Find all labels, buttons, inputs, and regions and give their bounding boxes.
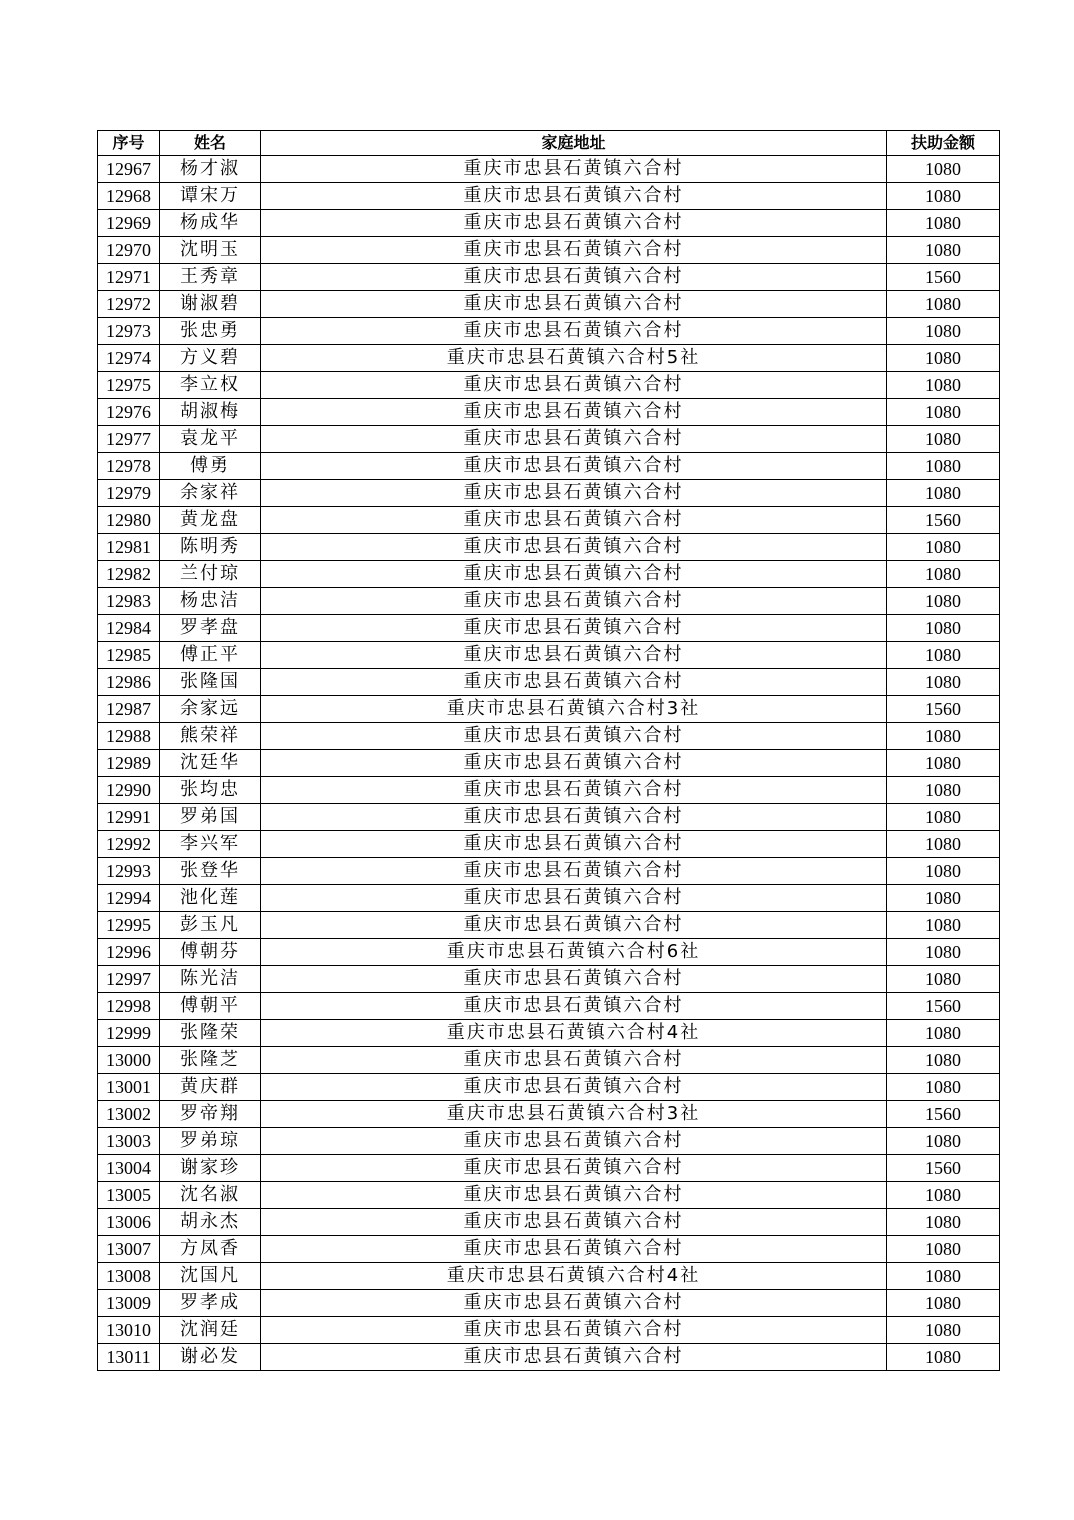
cell-name: 彭玉凡 — [160, 912, 261, 939]
cell-amount: 1080 — [887, 1290, 1000, 1317]
cell-address: 重庆市忠县石黄镇六合村 — [261, 453, 887, 480]
cell-amount: 1080 — [887, 183, 1000, 210]
cell-address: 重庆市忠县石黄镇六合村 — [261, 399, 887, 426]
cell-amount: 1080 — [887, 858, 1000, 885]
table-row — [98, 831, 1000, 858]
cell-name: 黄庆群 — [160, 1074, 261, 1101]
cell-amount: 1080 — [887, 291, 1000, 318]
table-body — [98, 156, 1000, 1371]
cell-name: 张均忠 — [160, 777, 261, 804]
table-row — [98, 480, 1000, 507]
cell-address: 重庆市忠县石黄镇六合村 — [261, 993, 887, 1020]
cell-name: 兰付琼 — [160, 561, 261, 588]
cell-seq: 13000 — [98, 1047, 160, 1074]
table-row — [98, 1074, 1000, 1101]
cell-name: 罗孝成 — [160, 1290, 261, 1317]
cell-name: 胡永杰 — [160, 1209, 261, 1236]
cell-seq: 13004 — [98, 1155, 160, 1182]
table-row — [98, 507, 1000, 534]
cell-seq: 12972 — [98, 291, 160, 318]
cell-seq: 12988 — [98, 723, 160, 750]
cell-name: 袁龙平 — [160, 426, 261, 453]
cell-name: 张登华 — [160, 858, 261, 885]
cell-address: 重庆市忠县石黄镇六合村 — [261, 1290, 887, 1317]
cell-seq: 13008 — [98, 1263, 160, 1290]
cell-address: 重庆市忠县石黄镇六合村 — [261, 507, 887, 534]
cell-name: 张隆芝 — [160, 1047, 261, 1074]
cell-seq: 12974 — [98, 345, 160, 372]
cell-seq: 12997 — [98, 966, 160, 993]
cell-seq: 12983 — [98, 588, 160, 615]
cell-seq: 12980 — [98, 507, 160, 534]
cell-address: 重庆市忠县石黄镇六合村 — [261, 804, 887, 831]
cell-seq: 12979 — [98, 480, 160, 507]
cell-name: 沈廷华 — [160, 750, 261, 777]
cell-amount: 1080 — [887, 912, 1000, 939]
table-row — [98, 885, 1000, 912]
table-row — [98, 399, 1000, 426]
table-row — [98, 669, 1000, 696]
cell-address: 重庆市忠县石黄镇六合村 — [261, 777, 887, 804]
cell-address: 重庆市忠县石黄镇六合村3社 — [261, 696, 887, 723]
cell-amount: 1080 — [887, 453, 1000, 480]
cell-seq: 12985 — [98, 642, 160, 669]
table-row — [98, 723, 1000, 750]
cell-seq: 13009 — [98, 1290, 160, 1317]
cell-name: 胡淑梅 — [160, 399, 261, 426]
table-row — [98, 1047, 1000, 1074]
cell-name: 罗孝盘 — [160, 615, 261, 642]
cell-amount: 1080 — [887, 210, 1000, 237]
header-seq: 序号 — [98, 131, 160, 156]
cell-seq: 12967 — [98, 156, 160, 183]
cell-name: 李兴军 — [160, 831, 261, 858]
table-row — [98, 939, 1000, 966]
cell-name: 杨忠洁 — [160, 588, 261, 615]
cell-address: 重庆市忠县石黄镇六合村 — [261, 588, 887, 615]
cell-amount: 1080 — [887, 1317, 1000, 1344]
table-row — [98, 588, 1000, 615]
cell-amount: 1560 — [887, 1101, 1000, 1128]
cell-amount: 1080 — [887, 1236, 1000, 1263]
table-row — [98, 1182, 1000, 1209]
cell-seq: 13001 — [98, 1074, 160, 1101]
cell-amount: 1080 — [887, 723, 1000, 750]
cell-seq: 12984 — [98, 615, 160, 642]
cell-name: 谢家珍 — [160, 1155, 261, 1182]
cell-amount: 1080 — [887, 885, 1000, 912]
cell-amount: 1080 — [887, 750, 1000, 777]
cell-address: 重庆市忠县石黄镇六合村 — [261, 1155, 887, 1182]
cell-name: 杨才淑 — [160, 156, 261, 183]
cell-name: 熊荣祥 — [160, 723, 261, 750]
table-row — [98, 318, 1000, 345]
cell-seq: 12991 — [98, 804, 160, 831]
cell-name: 张隆国 — [160, 669, 261, 696]
cell-address: 重庆市忠县石黄镇六合村 — [261, 1047, 887, 1074]
cell-address: 重庆市忠县石黄镇六合村 — [261, 183, 887, 210]
cell-seq: 12973 — [98, 318, 160, 345]
cell-seq: 12968 — [98, 183, 160, 210]
cell-name: 方义碧 — [160, 345, 261, 372]
table-row — [98, 1263, 1000, 1290]
cell-name: 陈光洁 — [160, 966, 261, 993]
cell-seq: 13003 — [98, 1128, 160, 1155]
table-row — [98, 561, 1000, 588]
cell-amount: 1080 — [887, 534, 1000, 561]
cell-seq: 12981 — [98, 534, 160, 561]
table-row — [98, 993, 1000, 1020]
cell-seq: 12978 — [98, 453, 160, 480]
cell-address: 重庆市忠县石黄镇六合村 — [261, 1209, 887, 1236]
cell-amount: 1080 — [887, 939, 1000, 966]
cell-address: 重庆市忠县石黄镇六合村 — [261, 642, 887, 669]
cell-amount: 1080 — [887, 642, 1000, 669]
cell-seq: 12977 — [98, 426, 160, 453]
table-row — [98, 912, 1000, 939]
cell-address: 重庆市忠县石黄镇六合村 — [261, 858, 887, 885]
cell-amount: 1080 — [887, 1263, 1000, 1290]
cell-name: 池化莲 — [160, 885, 261, 912]
table-row — [98, 750, 1000, 777]
cell-address: 重庆市忠县石黄镇六合村 — [261, 426, 887, 453]
cell-address: 重庆市忠县石黄镇六合村 — [261, 291, 887, 318]
cell-amount: 1080 — [887, 669, 1000, 696]
cell-address: 重庆市忠县石黄镇六合村 — [261, 750, 887, 777]
cell-name: 谭宋万 — [160, 183, 261, 210]
table-row — [98, 291, 1000, 318]
cell-name: 沈国凡 — [160, 1263, 261, 1290]
table-row — [98, 642, 1000, 669]
cell-amount: 1080 — [887, 966, 1000, 993]
cell-seq: 12989 — [98, 750, 160, 777]
cell-address: 重庆市忠县石黄镇六合村 — [261, 534, 887, 561]
cell-address: 重庆市忠县石黄镇六合村5社 — [261, 345, 887, 372]
cell-amount: 1080 — [887, 831, 1000, 858]
table-row — [98, 372, 1000, 399]
cell-address: 重庆市忠县石黄镇六合村 — [261, 561, 887, 588]
cell-amount: 1560 — [887, 264, 1000, 291]
cell-seq: 12971 — [98, 264, 160, 291]
cell-seq: 12998 — [98, 993, 160, 1020]
cell-amount: 1080 — [887, 318, 1000, 345]
cell-name: 傅朝平 — [160, 993, 261, 1020]
cell-address: 重庆市忠县石黄镇六合村 — [261, 1344, 887, 1371]
table-row — [98, 210, 1000, 237]
cell-amount: 1560 — [887, 507, 1000, 534]
cell-address: 重庆市忠县石黄镇六合村 — [261, 615, 887, 642]
cell-seq: 13006 — [98, 1209, 160, 1236]
cell-amount: 1560 — [887, 1155, 1000, 1182]
cell-amount: 1560 — [887, 696, 1000, 723]
cell-amount: 1080 — [887, 1128, 1000, 1155]
cell-amount: 1080 — [887, 480, 1000, 507]
cell-name: 罗弟国 — [160, 804, 261, 831]
table-row — [98, 183, 1000, 210]
cell-name: 王秀章 — [160, 264, 261, 291]
cell-seq: 12996 — [98, 939, 160, 966]
cell-name: 沈润廷 — [160, 1317, 261, 1344]
cell-name: 沈名淑 — [160, 1182, 261, 1209]
cell-name: 余家远 — [160, 696, 261, 723]
cell-amount: 1080 — [887, 1047, 1000, 1074]
cell-amount: 1080 — [887, 426, 1000, 453]
cell-name: 傅正平 — [160, 642, 261, 669]
cell-seq: 12976 — [98, 399, 160, 426]
cell-amount: 1080 — [887, 777, 1000, 804]
table-row — [98, 1317, 1000, 1344]
cell-address: 重庆市忠县石黄镇六合村 — [261, 669, 887, 696]
cell-name: 方凤香 — [160, 1236, 261, 1263]
cell-seq: 13007 — [98, 1236, 160, 1263]
cell-address: 重庆市忠县石黄镇六合村 — [261, 480, 887, 507]
table-row — [98, 696, 1000, 723]
cell-address: 重庆市忠县石黄镇六合村 — [261, 912, 887, 939]
table-row — [98, 1155, 1000, 1182]
table-row — [98, 1101, 1000, 1128]
header-row — [98, 131, 1000, 156]
cell-amount: 1080 — [887, 399, 1000, 426]
cell-name: 罗弟琼 — [160, 1128, 261, 1155]
cell-seq: 12987 — [98, 696, 160, 723]
cell-amount: 1080 — [887, 345, 1000, 372]
cell-name: 杨成华 — [160, 210, 261, 237]
cell-amount: 1080 — [887, 1182, 1000, 1209]
table-row — [98, 804, 1000, 831]
cell-name: 谢淑碧 — [160, 291, 261, 318]
cell-seq: 12993 — [98, 858, 160, 885]
table-row — [98, 1209, 1000, 1236]
cell-name: 谢必发 — [160, 1344, 261, 1371]
table-row — [98, 237, 1000, 264]
table-row — [98, 966, 1000, 993]
cell-amount: 1080 — [887, 372, 1000, 399]
cell-seq: 13010 — [98, 1317, 160, 1344]
table-row — [98, 1020, 1000, 1047]
cell-address: 重庆市忠县石黄镇六合村 — [261, 1182, 887, 1209]
cell-name: 傅勇 — [160, 453, 261, 480]
cell-seq: 13011 — [98, 1344, 160, 1371]
cell-address: 重庆市忠县石黄镇六合村3社 — [261, 1101, 887, 1128]
header-address: 家庭地址 — [261, 131, 887, 156]
cell-name: 李立权 — [160, 372, 261, 399]
table-row — [98, 1128, 1000, 1155]
cell-seq: 13002 — [98, 1101, 160, 1128]
table-row — [98, 615, 1000, 642]
cell-amount: 1080 — [887, 156, 1000, 183]
table-row — [98, 1290, 1000, 1317]
cell-amount: 1080 — [887, 804, 1000, 831]
header-amount: 扶助金额 — [887, 131, 1000, 156]
table-row — [98, 426, 1000, 453]
cell-seq: 12999 — [98, 1020, 160, 1047]
table-row — [98, 1344, 1000, 1371]
cell-seq: 12995 — [98, 912, 160, 939]
cell-address: 重庆市忠县石黄镇六合村 — [261, 1074, 887, 1101]
cell-amount: 1560 — [887, 993, 1000, 1020]
table-row — [98, 453, 1000, 480]
table-row — [98, 264, 1000, 291]
cell-name: 余家祥 — [160, 480, 261, 507]
cell-address: 重庆市忠县石黄镇六合村 — [261, 372, 887, 399]
table-row — [98, 858, 1000, 885]
cell-seq: 12969 — [98, 210, 160, 237]
cell-address: 重庆市忠县石黄镇六合村 — [261, 966, 887, 993]
cell-seq: 12975 — [98, 372, 160, 399]
cell-name: 陈明秀 — [160, 534, 261, 561]
subsidy-roster-table — [97, 130, 1000, 1371]
cell-seq: 12986 — [98, 669, 160, 696]
table-row — [98, 777, 1000, 804]
cell-seq: 12990 — [98, 777, 160, 804]
cell-address: 重庆市忠县石黄镇六合村 — [261, 1128, 887, 1155]
cell-address: 重庆市忠县石黄镇六合村 — [261, 885, 887, 912]
cell-address: 重庆市忠县石黄镇六合村 — [261, 1236, 887, 1263]
cell-address: 重庆市忠县石黄镇六合村 — [261, 1317, 887, 1344]
cell-name: 张忠勇 — [160, 318, 261, 345]
cell-amount: 1080 — [887, 561, 1000, 588]
cell-seq: 12994 — [98, 885, 160, 912]
cell-address: 重庆市忠县石黄镇六合村6社 — [261, 939, 887, 966]
cell-seq: 12992 — [98, 831, 160, 858]
cell-address: 重庆市忠县石黄镇六合村 — [261, 210, 887, 237]
cell-seq: 12982 — [98, 561, 160, 588]
table-row — [98, 534, 1000, 561]
cell-address: 重庆市忠县石黄镇六合村 — [261, 156, 887, 183]
cell-seq: 12970 — [98, 237, 160, 264]
cell-amount: 1080 — [887, 1074, 1000, 1101]
cell-name: 傅朝芬 — [160, 939, 261, 966]
cell-amount: 1080 — [887, 1344, 1000, 1371]
cell-name: 沈明玉 — [160, 237, 261, 264]
cell-name: 罗帝翔 — [160, 1101, 261, 1128]
cell-amount: 1080 — [887, 1020, 1000, 1047]
cell-name: 张隆荣 — [160, 1020, 261, 1047]
header-name: 姓名 — [160, 131, 261, 156]
cell-amount: 1080 — [887, 588, 1000, 615]
cell-address: 重庆市忠县石黄镇六合村4社 — [261, 1020, 887, 1047]
cell-address: 重庆市忠县石黄镇六合村 — [261, 723, 887, 750]
table-row — [98, 1236, 1000, 1263]
cell-address: 重庆市忠县石黄镇六合村 — [261, 831, 887, 858]
table-row — [98, 345, 1000, 372]
cell-name: 黄龙盘 — [160, 507, 261, 534]
cell-seq: 13005 — [98, 1182, 160, 1209]
cell-address: 重庆市忠县石黄镇六合村4社 — [261, 1263, 887, 1290]
cell-address: 重庆市忠县石黄镇六合村 — [261, 264, 887, 291]
table-row — [98, 156, 1000, 183]
cell-amount: 1080 — [887, 615, 1000, 642]
cell-address: 重庆市忠县石黄镇六合村 — [261, 237, 887, 264]
cell-amount: 1080 — [887, 1209, 1000, 1236]
cell-amount: 1080 — [887, 237, 1000, 264]
cell-address: 重庆市忠县石黄镇六合村 — [261, 318, 887, 345]
